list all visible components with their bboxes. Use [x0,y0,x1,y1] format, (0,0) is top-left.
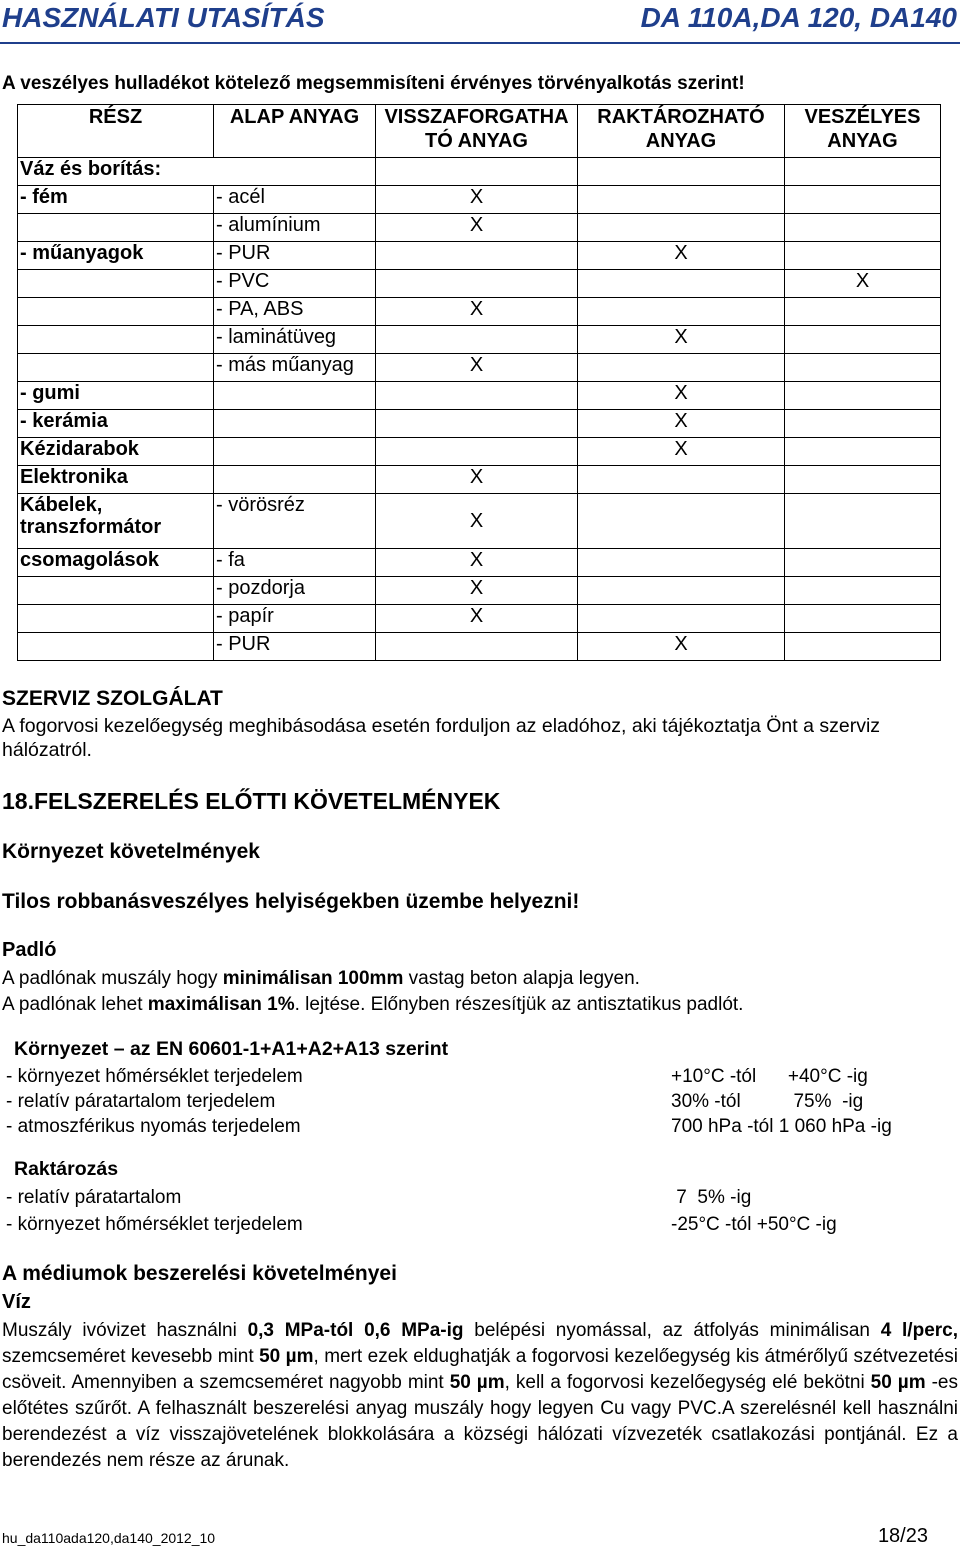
cell-part [18,633,214,661]
media-requirements-title: A médiumok beszerelési követelményei [2,1262,397,1285]
cell-part [18,354,214,382]
col-header-recyclable: VISSZAFORGATHA TÓ ANYAG [376,105,578,158]
cell-recyclable [376,270,578,298]
cell-dangerous [785,298,941,326]
table-row [18,494,941,549]
cell-part [18,270,214,298]
cell-recyclable: X [376,354,578,382]
env-label-temperature: - környezet hőmérséklet terjedelem [6,1066,303,1087]
section-label: Váz és borítás: [18,158,376,186]
water-title: Víz [2,1291,31,1313]
cell-part: - kerámia [18,410,214,438]
storage-label-temperature: - környezet hőmérséklet terjedelem [6,1214,303,1235]
storage-value-humidity: 7 5% -ig [671,1187,752,1208]
col-header-base-material: ALAP ANYAG [214,105,376,158]
table-row [18,354,941,382]
explosion-warning: Tilos robbanásveszélyes helyiségekben üzembe helyezni! [2,890,580,913]
cell-material: - vörösréz [214,494,376,549]
section-18-title: 18.FELSZERELÉS ELŐTTI KÖVETELMÉNYEK [2,788,501,814]
footer-doc-id: hu_da110ada120,da140_2012_10 [2,1530,216,1546]
cell-recyclable [376,382,578,410]
cell-storable [578,270,785,298]
table-row [18,577,941,605]
cell-material [214,466,376,494]
service-text: A fogorvosi kezelőegység meghibásodása esetén forduljon az eladóhoz, aki tájékoztatja Önt a szerviz hálózatról. [2,715,881,761]
cell-recyclable: X [376,186,578,214]
table-row [18,298,941,326]
environment-standard-title: Környezet – az EN 60601-1+A1+A2+A13 szerint [14,1038,449,1060]
col-header-dangerous: VESZÉLYES ANYAG [785,105,941,158]
table-row [18,410,941,438]
document-models: DA 110A,DA 120, DA140 [640,2,957,33]
cell-recyclable [376,242,578,270]
floor-line-2: A padlónak lehet maximálisan 1%. lejtése. Előnyben részesítjük az antisztatikus padlót. [2,994,744,1015]
cell-storable: X [578,633,785,661]
env-label-pressure: - atmoszférikus nyomás terjedelem [6,1116,301,1137]
table-row [18,270,941,298]
cell-material: - pozdorja [214,577,376,605]
table-row [18,605,941,633]
cell-material: - alumínium [214,214,376,242]
cell-dangerous [785,438,941,466]
table-row [18,466,941,494]
cell-material: - más műanyag [214,354,376,382]
cell-material [214,382,376,410]
cell-dangerous [785,605,941,633]
cell-material: - PVC [214,270,376,298]
table-row [18,214,941,242]
header-rule [0,42,960,44]
floor-title: Padló [2,939,57,961]
cell-part [18,214,214,242]
cell-part: - fém [18,186,214,214]
storage-value-temperature: -25°C -tól +50°C -ig [671,1214,837,1235]
cell-storable: X [578,410,785,438]
cell-material: - papír [214,605,376,633]
floor-line-1: A padlónak muszály hogy minimálisan 100mm vastag beton alapja legyen. [2,968,640,989]
cell-storable [578,605,785,633]
environment-requirements-title: Környezet követelmények [2,840,260,863]
cell-dangerous: X [785,270,941,298]
cell-material: - acél [214,186,376,214]
cell-part: - műanyagok [18,242,214,270]
cell-material [214,438,376,466]
cell-dangerous [785,410,941,438]
env-value-humidity: 30% -tól 75% -ig [671,1091,864,1112]
table-header-row [18,105,941,158]
cell-material: - PA, ABS [214,298,376,326]
cell-storable [578,466,785,494]
cell-dangerous [785,577,941,605]
cell-material: - laminátüveg [214,326,376,354]
water-paragraph: Muszály ivóvizet használni 0,3 MPa-tól 0,6 MPa-ig belépési nyomással, az átfolyás minimálisan 4 l/perc, szemcseméret kevesebb mint 50 µm, mert ezek eldughatják a fogorvosi kezelőegység kis átmérőlyű szétvezetési csöveit. Amennyiben a szemcseméret nagyobb mint 50 µm, kell a fogorvosi kezelőegység elé bekötni 50 µm -es előtétes szűrőt. A felhasznált beszerelési anyag muszály hogy legyen Cu vagy PVC.A szerelésnél kell használni berendezést a víz visszajövetelének blokkolására a községi hálózati vízvezeték csatlakozási pontjánál. Ez a berendezés nem része az árunak. [2,1320,959,1471]
cell-storable [578,298,785,326]
cell-storable [578,354,785,382]
table-row [18,326,941,354]
cell-recyclable: X [376,214,578,242]
cell-storable: X [578,382,785,410]
document-title: HASZNÁLATI UTASÍTÁS [2,2,325,33]
cell-storable [578,186,785,214]
cell-dangerous [785,326,941,354]
cell-material: - PUR [214,633,376,661]
cell-recyclable: X [376,577,578,605]
cell-part [18,326,214,354]
footer-page-number: 18/23 [877,1525,928,1547]
col-header-part: RÉSZ [18,105,214,158]
col-header-storable: RAKTÁROZHATÓ ANYAG [578,105,785,158]
cell-dangerous [785,186,941,214]
cell-part: Elektronika [18,466,214,494]
cell-recyclable: X [376,298,578,326]
table-row [18,438,941,466]
cell-recyclable: X [376,494,578,549]
table-row [18,242,941,270]
cell-recyclable: X [376,605,578,633]
cell-dangerous [785,242,941,270]
cell-part: csomagolások [18,549,214,577]
disposal-warning: A veszélyes hulladékot kötelező megsemmisíteni érvényes törvényalkotás szerint! [2,73,745,94]
cell-dangerous [785,549,941,577]
cell-recyclable [376,438,578,466]
env-label-humidity: - relatív páratartalom terjedelem [6,1091,276,1112]
cell-storable [578,549,785,577]
env-value-pressure: 700 hPa -tól 1 060 hPa -ig [671,1116,892,1137]
cell-recyclable: X [376,466,578,494]
cell-part: Kézidarabok [18,438,214,466]
cell-dangerous [785,214,941,242]
storage-label-humidity: - relatív páratartalom [6,1187,182,1208]
cell-material [214,410,376,438]
cell-dangerous [785,494,941,549]
cell-storable: X [578,326,785,354]
cell-part [18,298,214,326]
service-title: SZERVIZ SZOLGÁLAT [2,687,223,710]
cell-material: - fa [214,549,376,577]
cell-part [18,605,214,633]
cell-storable: X [578,242,785,270]
table-row [18,633,941,661]
cell-dangerous [785,382,941,410]
cell-recyclable [376,410,578,438]
table-row [18,382,941,410]
cell-recyclable [376,633,578,661]
table-row [18,186,941,214]
cell-dangerous [785,633,941,661]
cell-storable [578,214,785,242]
table-section-row [18,158,941,186]
cell-recyclable [376,326,578,354]
cell-storable [578,577,785,605]
cell-part: Kábelek, transzformátor [18,494,214,549]
env-value-temperature: +10°C -tól +40°C -ig [671,1066,868,1087]
table-row [18,549,941,577]
cell-storable [578,494,785,549]
cell-storable: X [578,438,785,466]
cell-part: - gumi [18,382,214,410]
cell-recyclable: X [376,549,578,577]
cell-dangerous [785,466,941,494]
storage-title: Raktározás [14,1158,119,1180]
cell-material: - PUR [214,242,376,270]
cell-part [18,577,214,605]
cell-dangerous [785,354,941,382]
waste-disposal-table [17,104,941,661]
